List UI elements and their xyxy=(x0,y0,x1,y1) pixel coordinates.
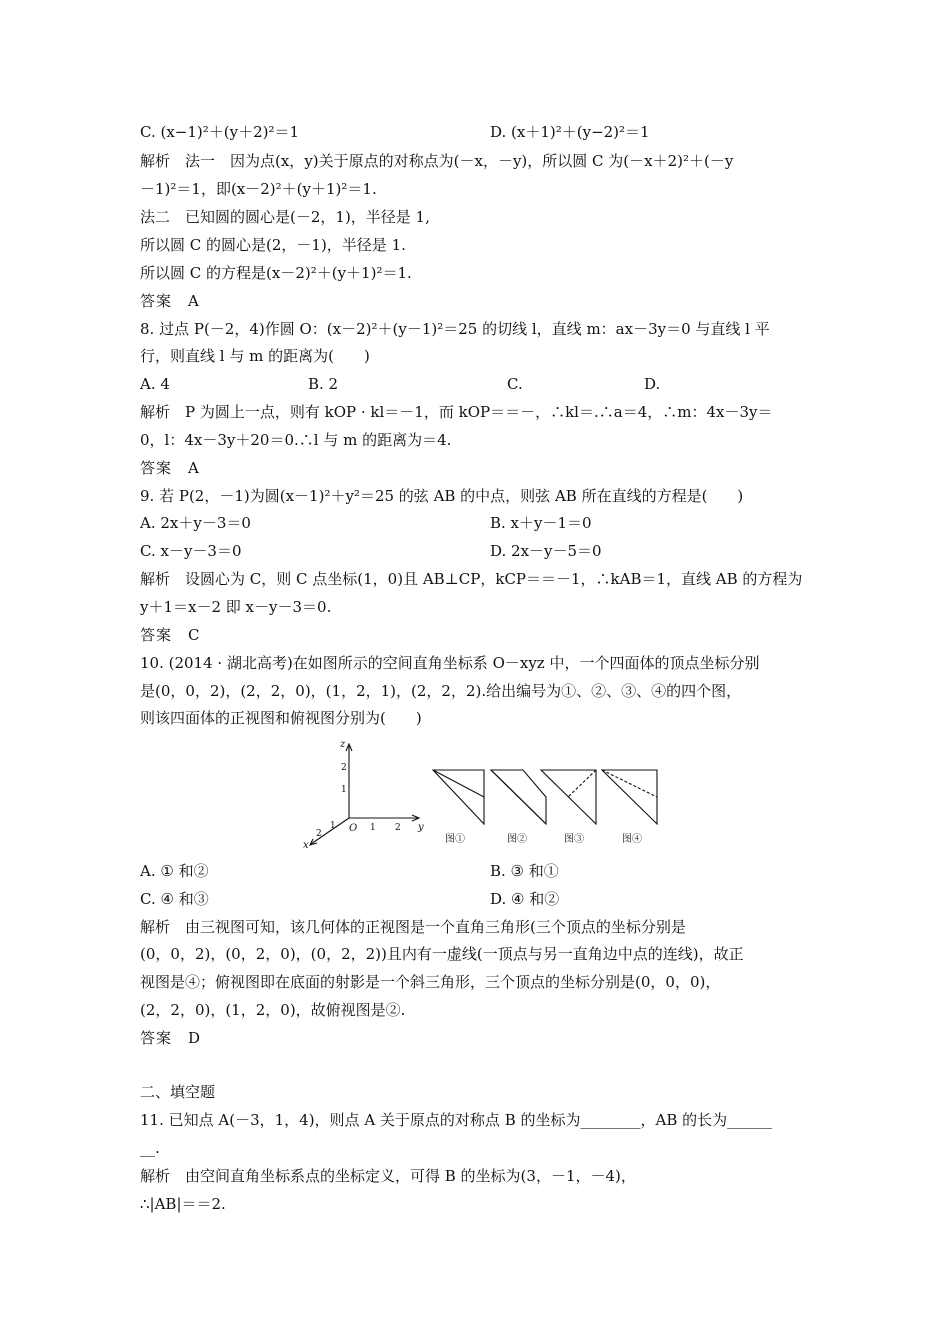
q7-solution-line-3: 法二 已知圆的圆心是(－2，1)，半径是 1, xyxy=(140,208,430,226)
view-2-diagram xyxy=(491,770,546,824)
q10-stem-line-1: 10. (2014 · 湖北高考)在如图所示的空间直角坐标系 O－xyz 中，一个四面体的顶点坐标分别 xyxy=(140,654,760,672)
q10-option-c: C. ④ 和③ xyxy=(140,890,209,908)
q11-solution-line-2: ∴|AB|＝＝2. xyxy=(140,1195,226,1213)
q8-option-c: C. xyxy=(507,375,523,393)
q10-stem-line-2: 是(0，0，2)，(2，2，0)，(1，2，1)，(2，2，2).给出编号为①、②、③、④的四个图， xyxy=(140,682,742,700)
coordinate-axes xyxy=(310,744,419,845)
y-tick-2: 2 xyxy=(395,823,401,833)
view-2-diagonal xyxy=(491,770,546,824)
q8-option-d: D. xyxy=(644,375,661,393)
q10-stem-line-3: 则该四面体的正视图和俯视图分别为( ) xyxy=(140,709,422,727)
q8-option-b: B. 2 xyxy=(308,375,339,393)
q10-solution-line-2: (0，0，2)，(0，2，0)，(0，2，2))且内有一虚线(一顶点与另一直角边中点的连线)，故正 xyxy=(140,945,744,963)
q8-option-a: A. 4 xyxy=(140,375,170,393)
q9-option-a: A. 2x＋y－3＝0 xyxy=(140,514,251,532)
q10-solution-line-4: (2，2，0)，(1，2，0)，故俯视图是②. xyxy=(140,1001,406,1019)
q7-solution-line-2: －1)²＝1，即(x－2)²＋(y＋1)²＝1. xyxy=(140,180,377,198)
z-tick-1: 1 xyxy=(341,785,347,795)
q10-solution-line-3: 视图是④；俯视图即在底面的射影是一个斜三角形，三个顶点的坐标分别是(0，0，0)， xyxy=(140,973,721,991)
q7-solution-line-1: 解析 法一 因为点(x，y)关于原点的对称点为(－x，－y)，所以圆 C 为(－x＋2)²＋(－y xyxy=(140,152,734,170)
view-1-inner-line xyxy=(433,770,484,797)
q8-stem-line-1: 8. 过点 P(－2，4)作圆 O：(x－2)²＋(y－1)²＝25 的切线 l，直线 m：ax－3y＝0 与直线 l 平 xyxy=(140,320,770,338)
z-axis-label: z xyxy=(340,739,346,750)
q11-stem-line-1: 11. 已知点 A(－3，1，4)，则点 A 关于原点的对称点 B 的坐标为________，AB 的长为______ xyxy=(140,1111,773,1129)
q10-option-b: B. ③ 和① xyxy=(490,862,559,880)
q9-option-d: D. 2x－y－5＝0 xyxy=(490,542,602,560)
y-tick-1: 1 xyxy=(370,823,376,833)
z-tick-2: 2 xyxy=(341,763,347,773)
q10-figure xyxy=(300,738,660,850)
x-axis-label: x xyxy=(303,840,309,850)
q8-solution-line-1: 解析 P 为圆上一点，则有 kOP · kl＝－1，而 kOP＝＝－，∴kl＝.∴a＝4，∴m：4x－3y＝ xyxy=(140,403,773,421)
q7-answer: 答案 A xyxy=(140,292,200,310)
q10-solution-line-1: 解析 由三视图可知，该几何体的正视图是一个直角三角形(三个顶点的坐标分别是 xyxy=(140,918,686,936)
x-tick-1: 1 xyxy=(330,821,336,831)
view-4-label: 图④ xyxy=(622,834,642,845)
y-axis-label: y xyxy=(418,822,424,833)
q10-option-a: A. ① 和② xyxy=(140,862,209,880)
q10-option-d: D. ④ 和② xyxy=(490,890,560,908)
q7-solution-line-4: 所以圆 C 的圆心是(2，－1)，半径是 1. xyxy=(140,236,406,254)
q9-stem: 9. 若 P(2，－1)为圆(x－1)²＋y²＝25 的弦 AB 的中点，则弦 AB 所在直线的方程是( ) xyxy=(140,487,744,505)
q8-solution-line-2: 0，l：4x－3y＋20＝0.∴l 与 m 的距离为＝4. xyxy=(140,431,452,449)
q7-solution-line-5: 所以圆 C 的方程是(x－2)²＋(y＋1)²＝1. xyxy=(140,264,412,282)
view-1-label: 图① xyxy=(445,834,465,845)
view-4-diagram xyxy=(602,770,657,824)
q11-solution-line-1: 解析 由空间直角坐标系点的坐标定义，可得 B 的坐标为(3，－1，－4)， xyxy=(140,1167,636,1185)
view-4-outline xyxy=(602,770,657,824)
view-2-label: 图② xyxy=(507,834,527,845)
q7-option-d: D. (x＋1)²＋(y−2)²＝1 xyxy=(490,123,650,141)
q9-answer: 答案 C xyxy=(140,626,201,644)
view-3-diagram xyxy=(541,770,596,824)
origin-label: O xyxy=(349,823,358,834)
q9-solution-line-1: 解析 设圆心为 C，则 C 点坐标(1，0)且 AB⊥CP，kCP＝＝－1，∴kAB＝1，直线 AB 的方程为 xyxy=(140,570,803,588)
view-1-diagram xyxy=(433,770,484,824)
q8-answer: 答案 A xyxy=(140,459,200,477)
section-2-title: 二、填空题 xyxy=(140,1083,216,1101)
q7-option-c: C. (x−1)²＋(y＋2)²＝1 xyxy=(140,123,300,141)
q8-stem-line-2: 行，则直线 l 与 m 的距离为( ) xyxy=(140,347,370,365)
view-3-dashed-line xyxy=(568,770,596,797)
q10-answer: 答案 D xyxy=(140,1029,202,1047)
view-3-label: 图③ xyxy=(564,834,584,845)
q11-stem-line-2: __. xyxy=(140,1139,160,1157)
q9-solution-line-2: y＋1＝x－2 即 x－y－3＝0. xyxy=(140,598,332,616)
q9-option-c: C. x－y－3＝0 xyxy=(140,542,242,560)
view-1-outline xyxy=(433,770,484,824)
q9-option-b: B. x＋y－1＝0 xyxy=(490,514,592,532)
view-4-dashed-line xyxy=(602,770,657,797)
x-tick-2: 2 xyxy=(316,829,322,839)
